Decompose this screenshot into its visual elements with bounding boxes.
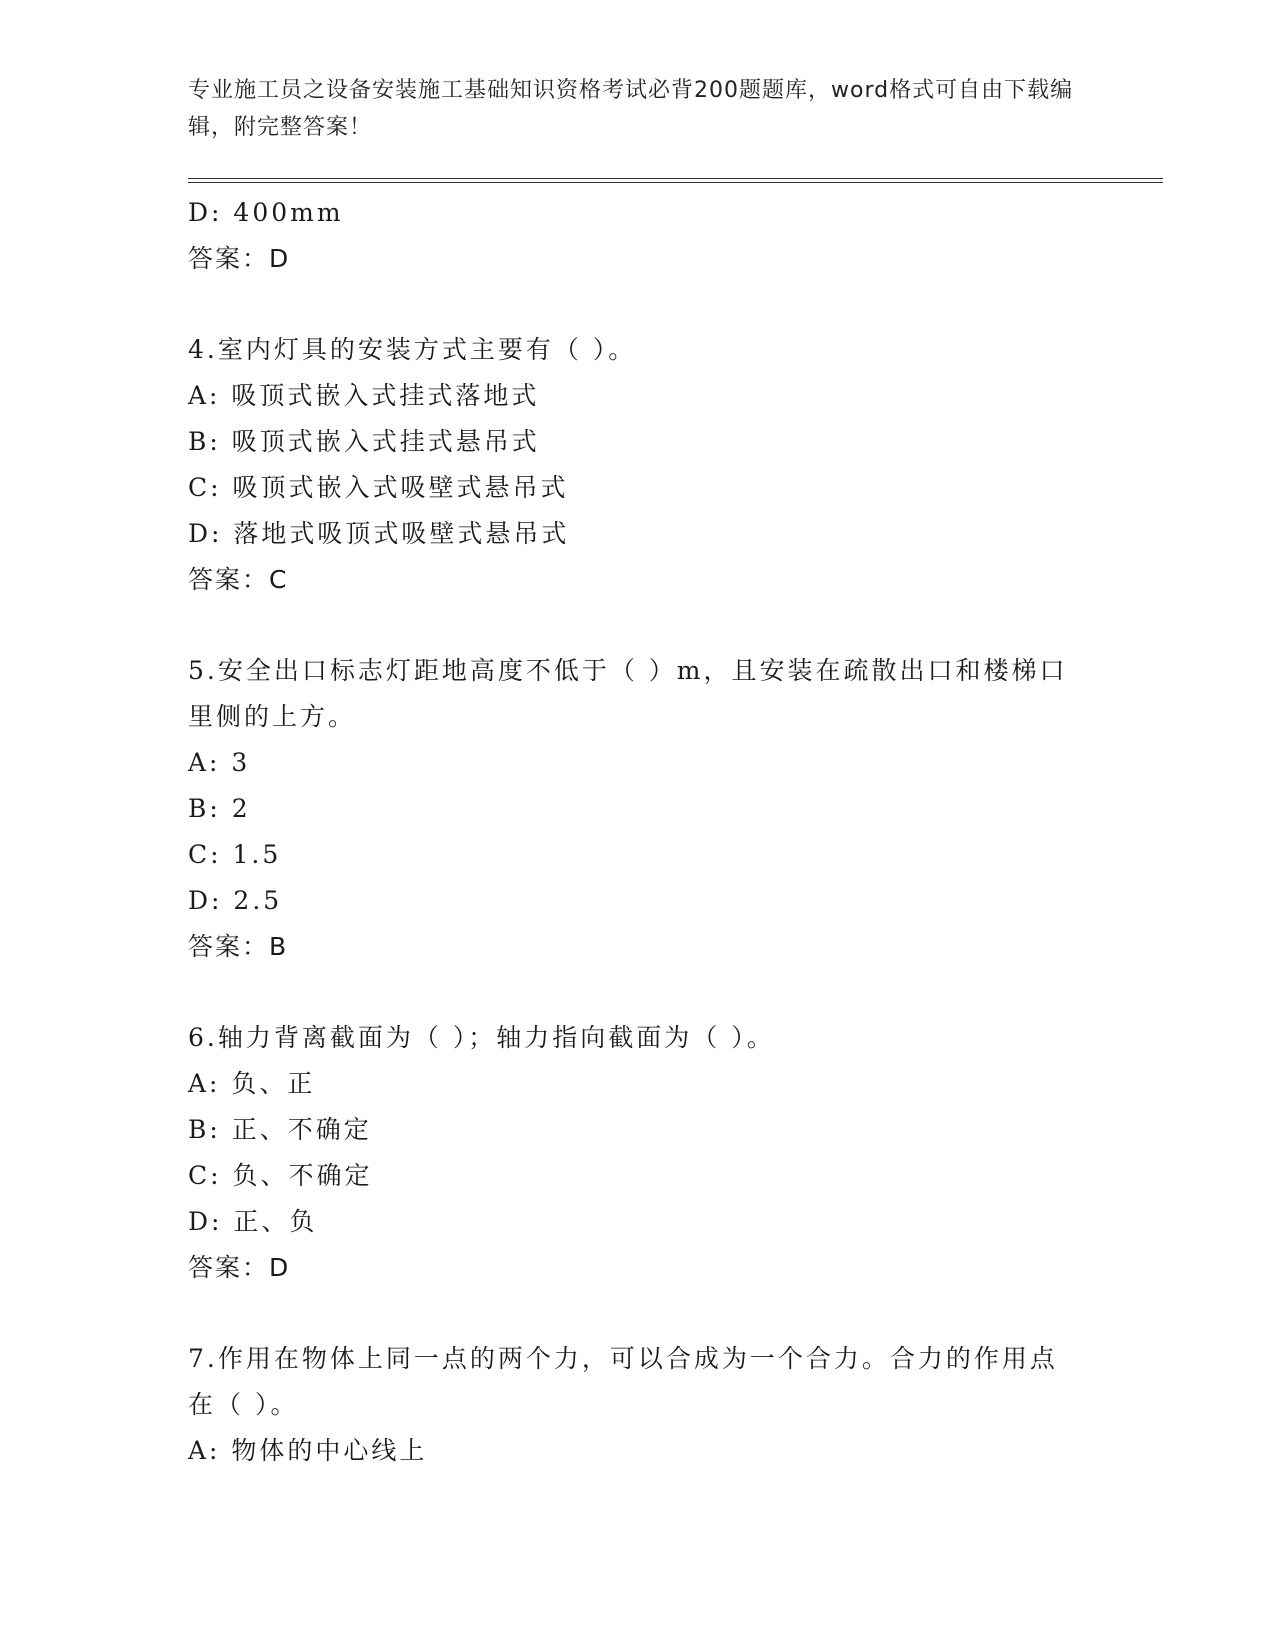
question-text: 7.作用在物体上同一点的两个力，可以合成为一个合力。合力的作用点在（ ）。	[188, 1344, 1058, 1419]
option-a: A: 吸顶式嵌入式挂式落地式	[188, 381, 540, 410]
answer-line: 答案：C	[188, 565, 289, 594]
answer-line: 答案：D	[188, 1253, 291, 1282]
option-a: A: 3	[188, 748, 251, 777]
spacer	[188, 1291, 1068, 1336]
question-text: 4.室内灯具的安装方式主要有（ ）。	[188, 335, 637, 364]
option-d: D: 正、负	[188, 1207, 318, 1236]
option-b: B: 2	[188, 794, 251, 823]
option-b: B: 吸顶式嵌入式挂式悬吊式	[188, 427, 540, 456]
spacer	[188, 603, 1068, 648]
option-a: A: 物体的中心线上	[188, 1436, 428, 1465]
option-d: D: 2.5	[188, 886, 283, 915]
document-header: 专业施工员之设备安装施工基础知识资格考试必背200题题库，word格式可自由下载编辑，附完整答案！	[188, 78, 1074, 140]
spacer	[188, 970, 1068, 1015]
option-c: C: 负、不确定	[188, 1161, 373, 1190]
header-double-rule	[188, 178, 1163, 183]
answer-line: 答案：D	[188, 244, 291, 273]
option-d: D: 落地式吸顶式吸壁式悬吊式	[188, 519, 570, 548]
option-a: A: 负、正	[188, 1069, 316, 1098]
option-c: C: 1.5	[188, 840, 282, 869]
question-text: 5.安全出口标志灯距地高度不低于（ ）m，且安装在疏散出口和楼梯口里侧的上方。	[188, 656, 1068, 731]
question-list	[188, 190, 1068, 1474]
spacer	[188, 282, 1068, 327]
option-d: D: 400mm	[188, 198, 344, 227]
option-b: B: 正、不确定	[188, 1115, 372, 1144]
question-text: 6.轴力背离截面为（ ）；轴力指向截面为（ ）。	[188, 1023, 775, 1052]
option-c: C: 吸顶式嵌入式吸壁式悬吊式	[188, 473, 569, 502]
answer-line: 答案：B	[188, 932, 289, 961]
